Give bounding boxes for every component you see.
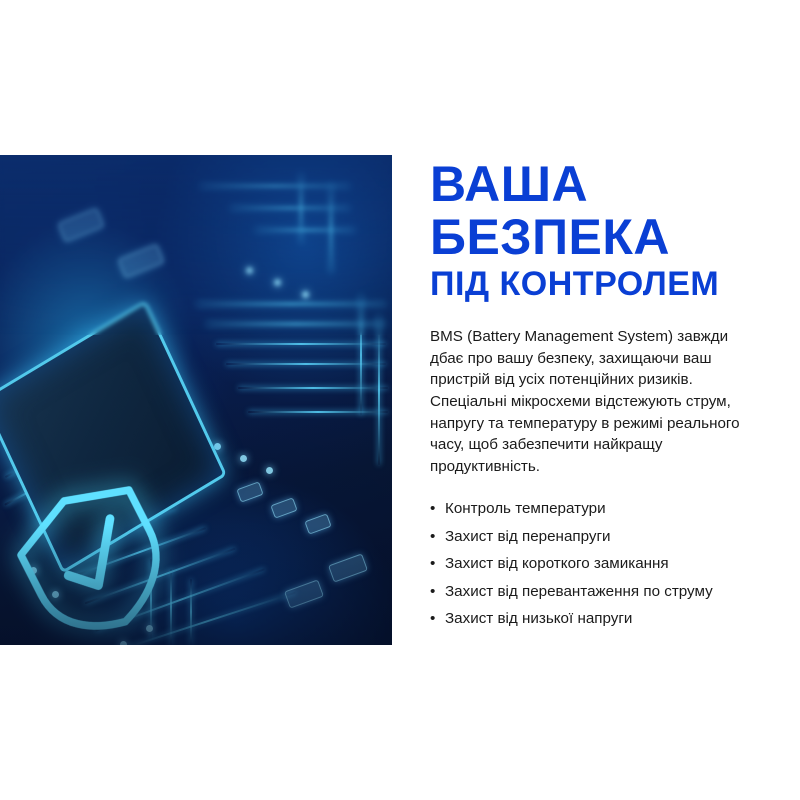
image-bottom-shadow (0, 525, 392, 645)
page-title (430, 156, 770, 303)
image-top-glow (0, 155, 392, 335)
list-item: • Захист від низької напруги (430, 609, 770, 628)
headline-line-3: ПІД КОНТРОЛЕМ (430, 265, 720, 303)
list-item: • Контроль температури (430, 499, 770, 518)
text-column (430, 156, 770, 637)
list-item: • Захист від перевантаження по струму (430, 582, 770, 601)
headline-line-1: ВАША (430, 156, 589, 212)
list-item: • Захист від перенапруги (430, 527, 770, 546)
feature-list (430, 499, 770, 628)
headline-line-2: БЕЗПЕКА (430, 209, 671, 265)
description-paragraph: BMS (Battery Management System) завжди дбає про вашу безпеку, захищаючи ваш пристрій від усіх потенційних ризиків. Спеціальні мікросхеми відстежують струм, напругу та температуру в режимі реального часу, щоб забезпечити найкращу продуктивність. (430, 328, 740, 475)
list-item: • Захист від короткого замикання (430, 554, 770, 573)
circuit-board-image (0, 155, 392, 645)
